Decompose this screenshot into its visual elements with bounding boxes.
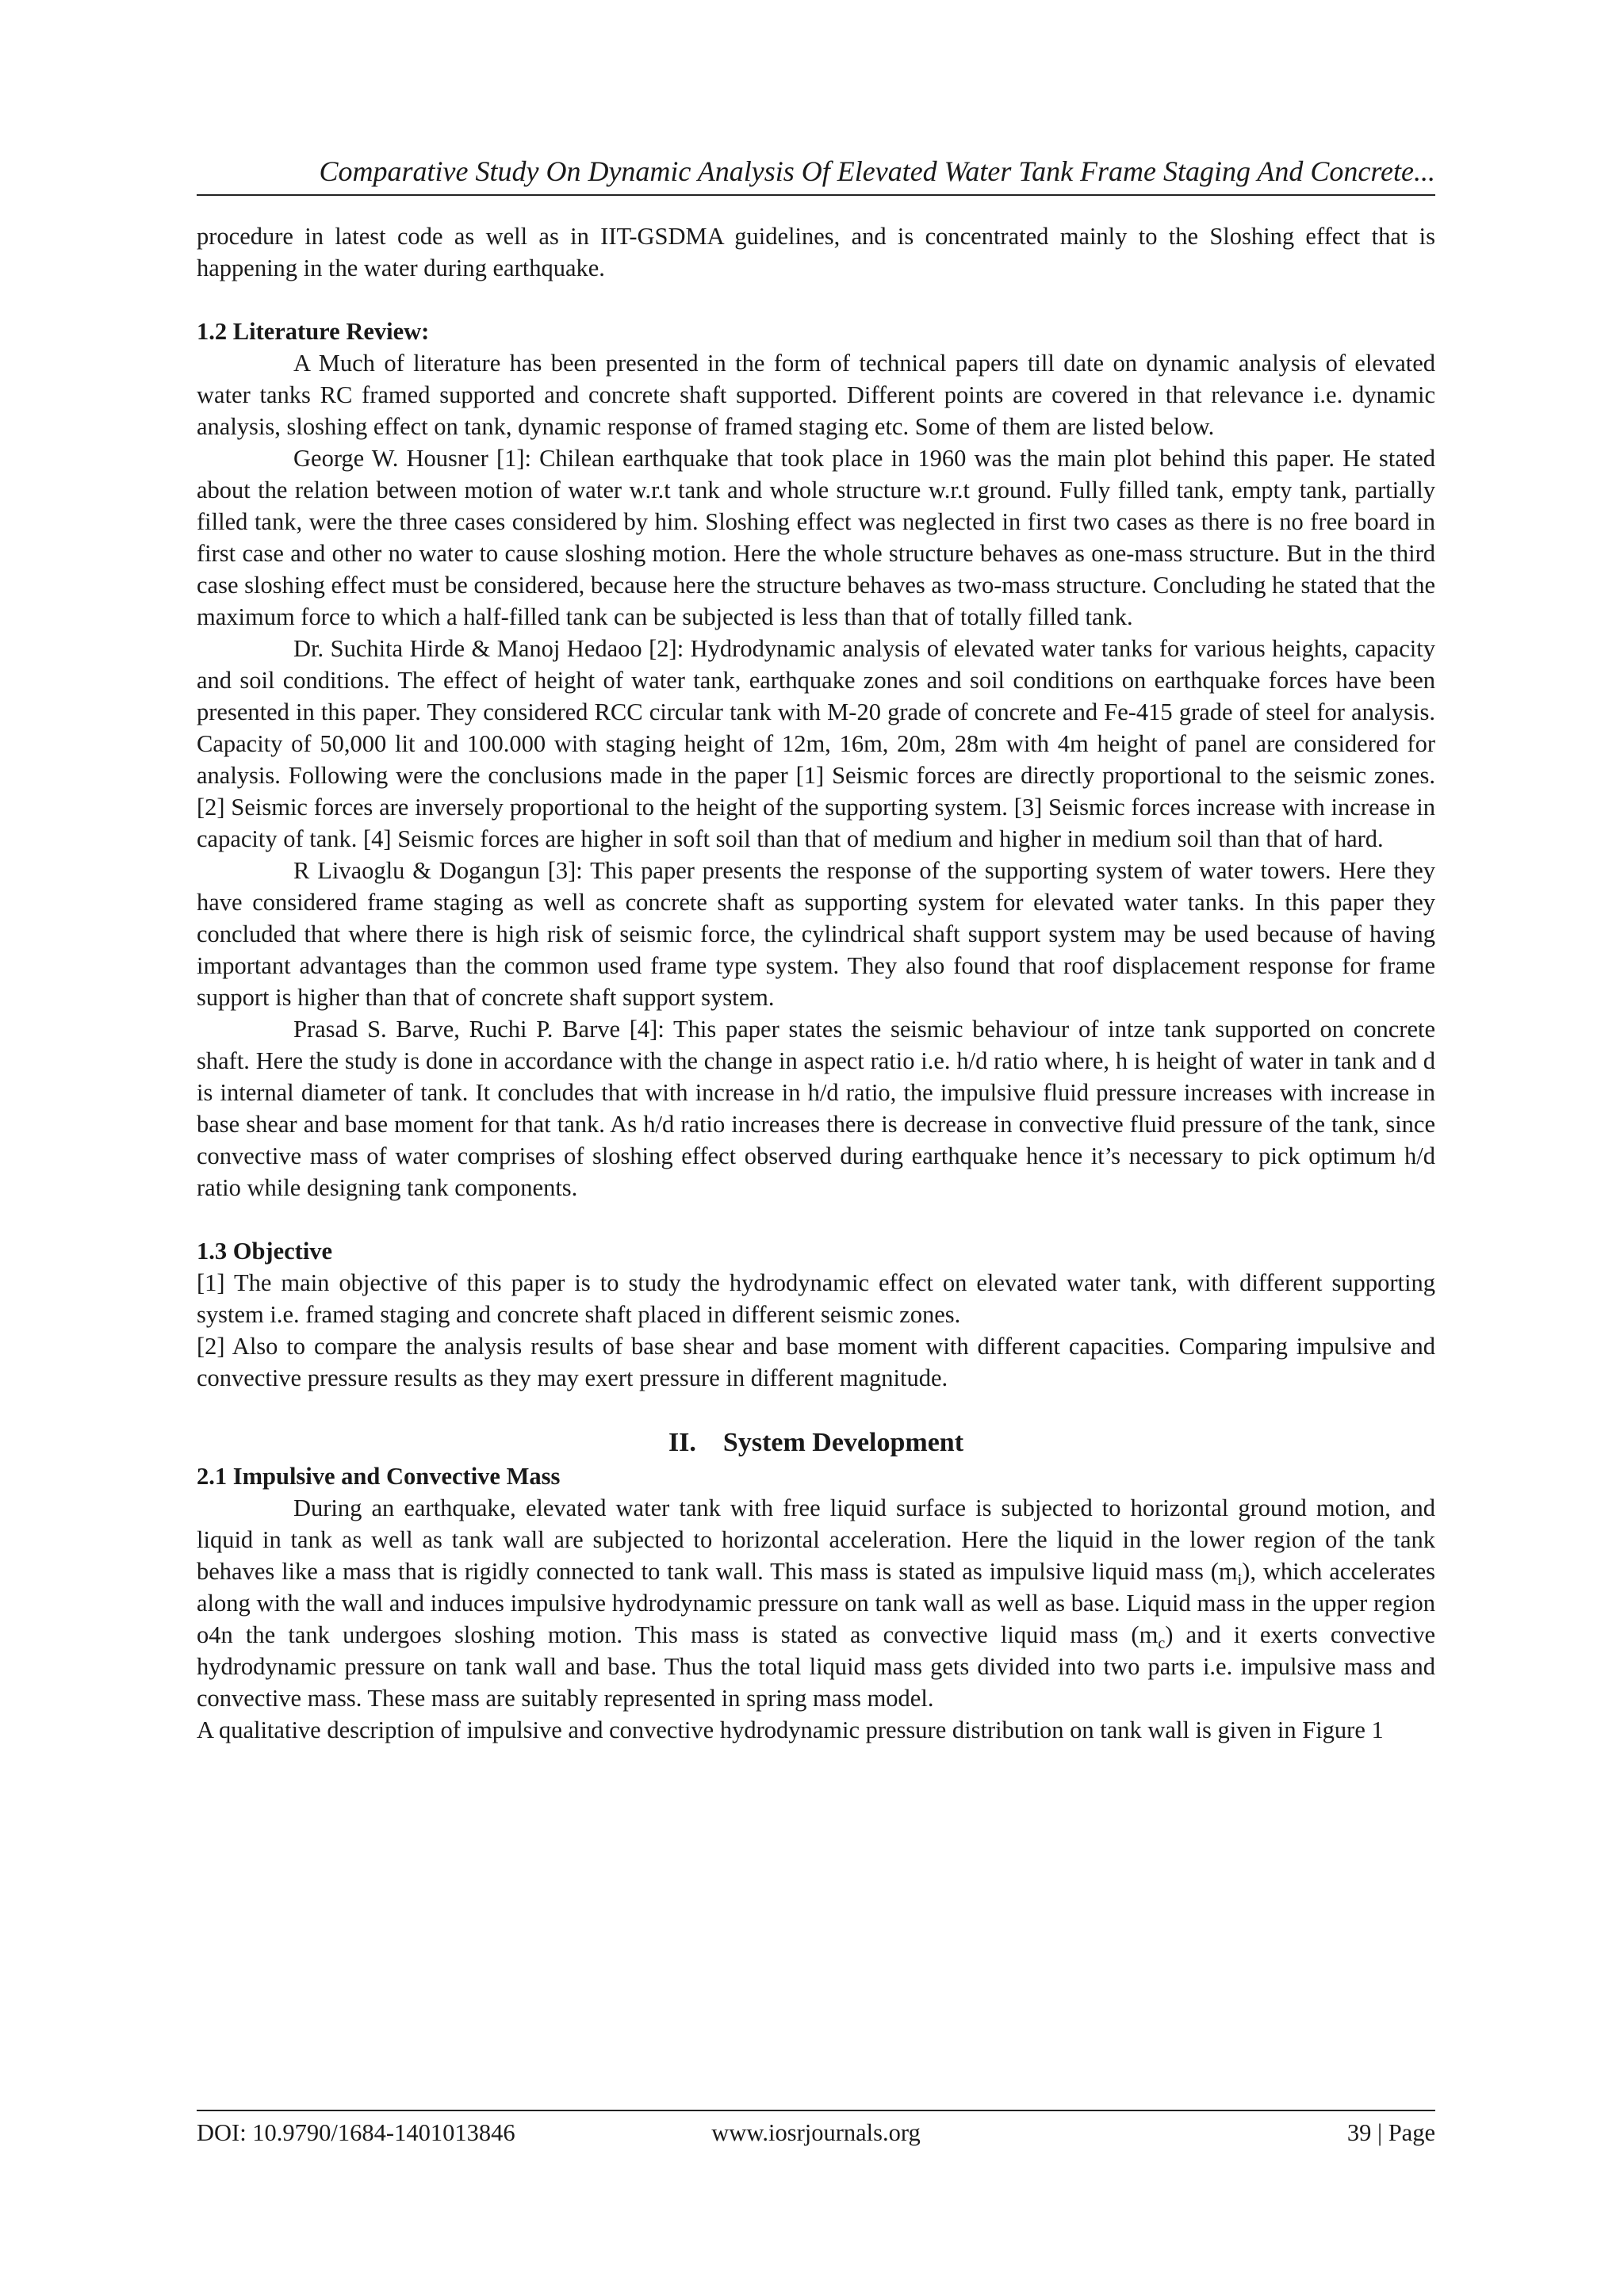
paragraph: George W. Housner [1]: Chilean earthquake that took place in 1960 was the main plot behind this paper. He stated about the relation between motion of water w.r.t tank and whole structure w.r.t ground. Fully filled tank, empty tank, partially filled tank, were the three cases considered by him. Sloshing effect was neglected in first two cases as there is no free board in first case and other no water to cause sloshing motion. Here the whole structure behaves as one-mass structure. But in the third case sloshing effect must be considered, because here the structure behaves as two-mass structure. Concluding he stated that the maximum force to which a half-filled tank can be subjected is less than that of totally filled tank. xyxy=(197,445,1435,630)
subscript-i: i xyxy=(1237,1571,1243,1590)
footer-rule xyxy=(197,2110,1435,2111)
paragraph: During an earthquake, elevated water tank with free liquid surface is subjected to horizontal ground motion, and liquid in tank as well as tank wall are subjected to horizontal acceleration. Here the liquid in the lower region of the tank behaves like a mass that is rigidly connected to tank wall. This mass is stated as impulsive liquid mass $(m_i)$, which accelerates along with the wall and induces impulsive hydrodynamic pressure on tank wall as well as base. Liquid mass in the upper region o4n the tank undergoes sloshing motion. This mass is stated as convective liquid mass $(m_c)$ and it exerts convective hydrodynamic pressure on tank wall and base. Thus the total liquid mass gets divided into two parts i.e. impulsive mass and convective mass. These mass are suitably represented in spring mass model. xyxy=(197,1494,1435,1712)
chapter-number: II. xyxy=(668,1428,696,1457)
paragraph: Dr. Suchita Hirde & Manoj Hedaoo [2]: Hydrodynamic analysis of elevated water tanks for various heights, capacity and soil conditions. The effect of height of water tank, earthquake zones and soil conditions on earthquake forces have been presented in this paper. They considered RCC circular tank with M-20 grade of concrete and Fe-415 grade of steel for analysis. Capacity of 50,000 lit and 100.000 with staging height of 12m, 16m, 20m, 28m with 4m height of panel are considered for analysis. Following were the conclusions made in the paper [1] Seismic forces are directly proportional to the seismic zones. [2] Seismic forces are inversely proportional to the height of the supporting system. [3] Seismic forces increase with increase in capacity of tank. [4] Seismic forces are higher in soft soil than that of medium and higher in medium soil than that of hard. xyxy=(197,635,1435,852)
section-heading-2-1: 2.1 Impulsive and Convective Mass xyxy=(197,1463,561,1490)
footer-page-number: 39 | Page xyxy=(1346,2119,1435,2146)
chapter-heading xyxy=(197,1425,1435,1460)
page-footer xyxy=(197,2115,1435,2150)
chapter-title: System Development xyxy=(722,1428,964,1457)
subscript-c: c xyxy=(1158,1635,1166,1653)
header-rule xyxy=(197,194,1435,196)
section-heading-1-3: 1.3 Objective xyxy=(197,1238,333,1265)
paragraph: A Much of literature has been presented in the form of technical papers till date on dynamic analysis of elevated water tanks RC framed supported and concrete shaft supported. Different points are covered in that relevance i.e. dynamic analysis, sloshing effect on tank, dynamic response of framed staging etc. Some of them are listed below. xyxy=(197,350,1435,440)
paragraph: [1] The main objective of this paper is to study the hydrodynamic effect on elevated water tank, with different supporting system i.e. framed staging and concrete shaft placed in different seismic zones. xyxy=(197,1269,1435,1328)
paragraph: R Livaoglu & Dogangun [3]: This paper presents the response of the supporting system of water towers. Here they have considered frame staging as well as concrete shaft as supporting system for elevated water tanks. In this paper they concluded that where there is high risk of seismic force, the cylindrical shaft support system may be used because of having important advantages than the common used frame type system. They also found that roof displacement response for frame support is higher than that of concrete shaft support system. xyxy=(197,857,1435,1011)
paragraph: Prasad S. Barve, Ruchi P. Barve [4]: This paper states the seismic behaviour of intze tank supported on concrete shaft. Here the study is done in accordance with the change in aspect ratio i.e. h/d ratio where, h is height of water in tank and d is internal diameter of tank. It concludes that with increase in h/d ratio, the impulsive fluid pressure increases with increase in base shear and base moment for that tank. As h/d ratio increases there is decrease in convective fluid pressure of the tank, since convective mass of water comprises of sloshing effect observed during earthquake hence it’s necessary to pick optimum h/d ratio while designing tank components. xyxy=(197,1016,1435,1201)
body-text xyxy=(197,220,1435,1746)
paragraph: A qualitative description of impulsive and convective hydrodynamic pressure distribution on tank wall is given in Figure 1 xyxy=(197,1716,1384,1743)
footer-doi: DOI: 10.9790/1684-1401013846 xyxy=(197,2119,515,2146)
running-header: Comparative Study On Dynamic Analysis Of Elevated Water Tank Frame Staging And Concrete... xyxy=(319,155,1435,187)
footer-website: www.iosrjournals.org xyxy=(711,2119,921,2146)
section-heading-1-2: 1.2 Literature Review: xyxy=(197,318,430,345)
intro-continuation: procedure in latest code as well as in IIT-GSDMA guidelines, and is concentrated mainly to the Sloshing effect that is happening in the water during earthquake. xyxy=(197,223,1435,281)
paragraph: [2] Also to compare the analysis results of base shear and base moment with different capacities. Comparing impulsive and convective pressure results as they may exert pressure in different magnitude. xyxy=(197,1333,1435,1391)
